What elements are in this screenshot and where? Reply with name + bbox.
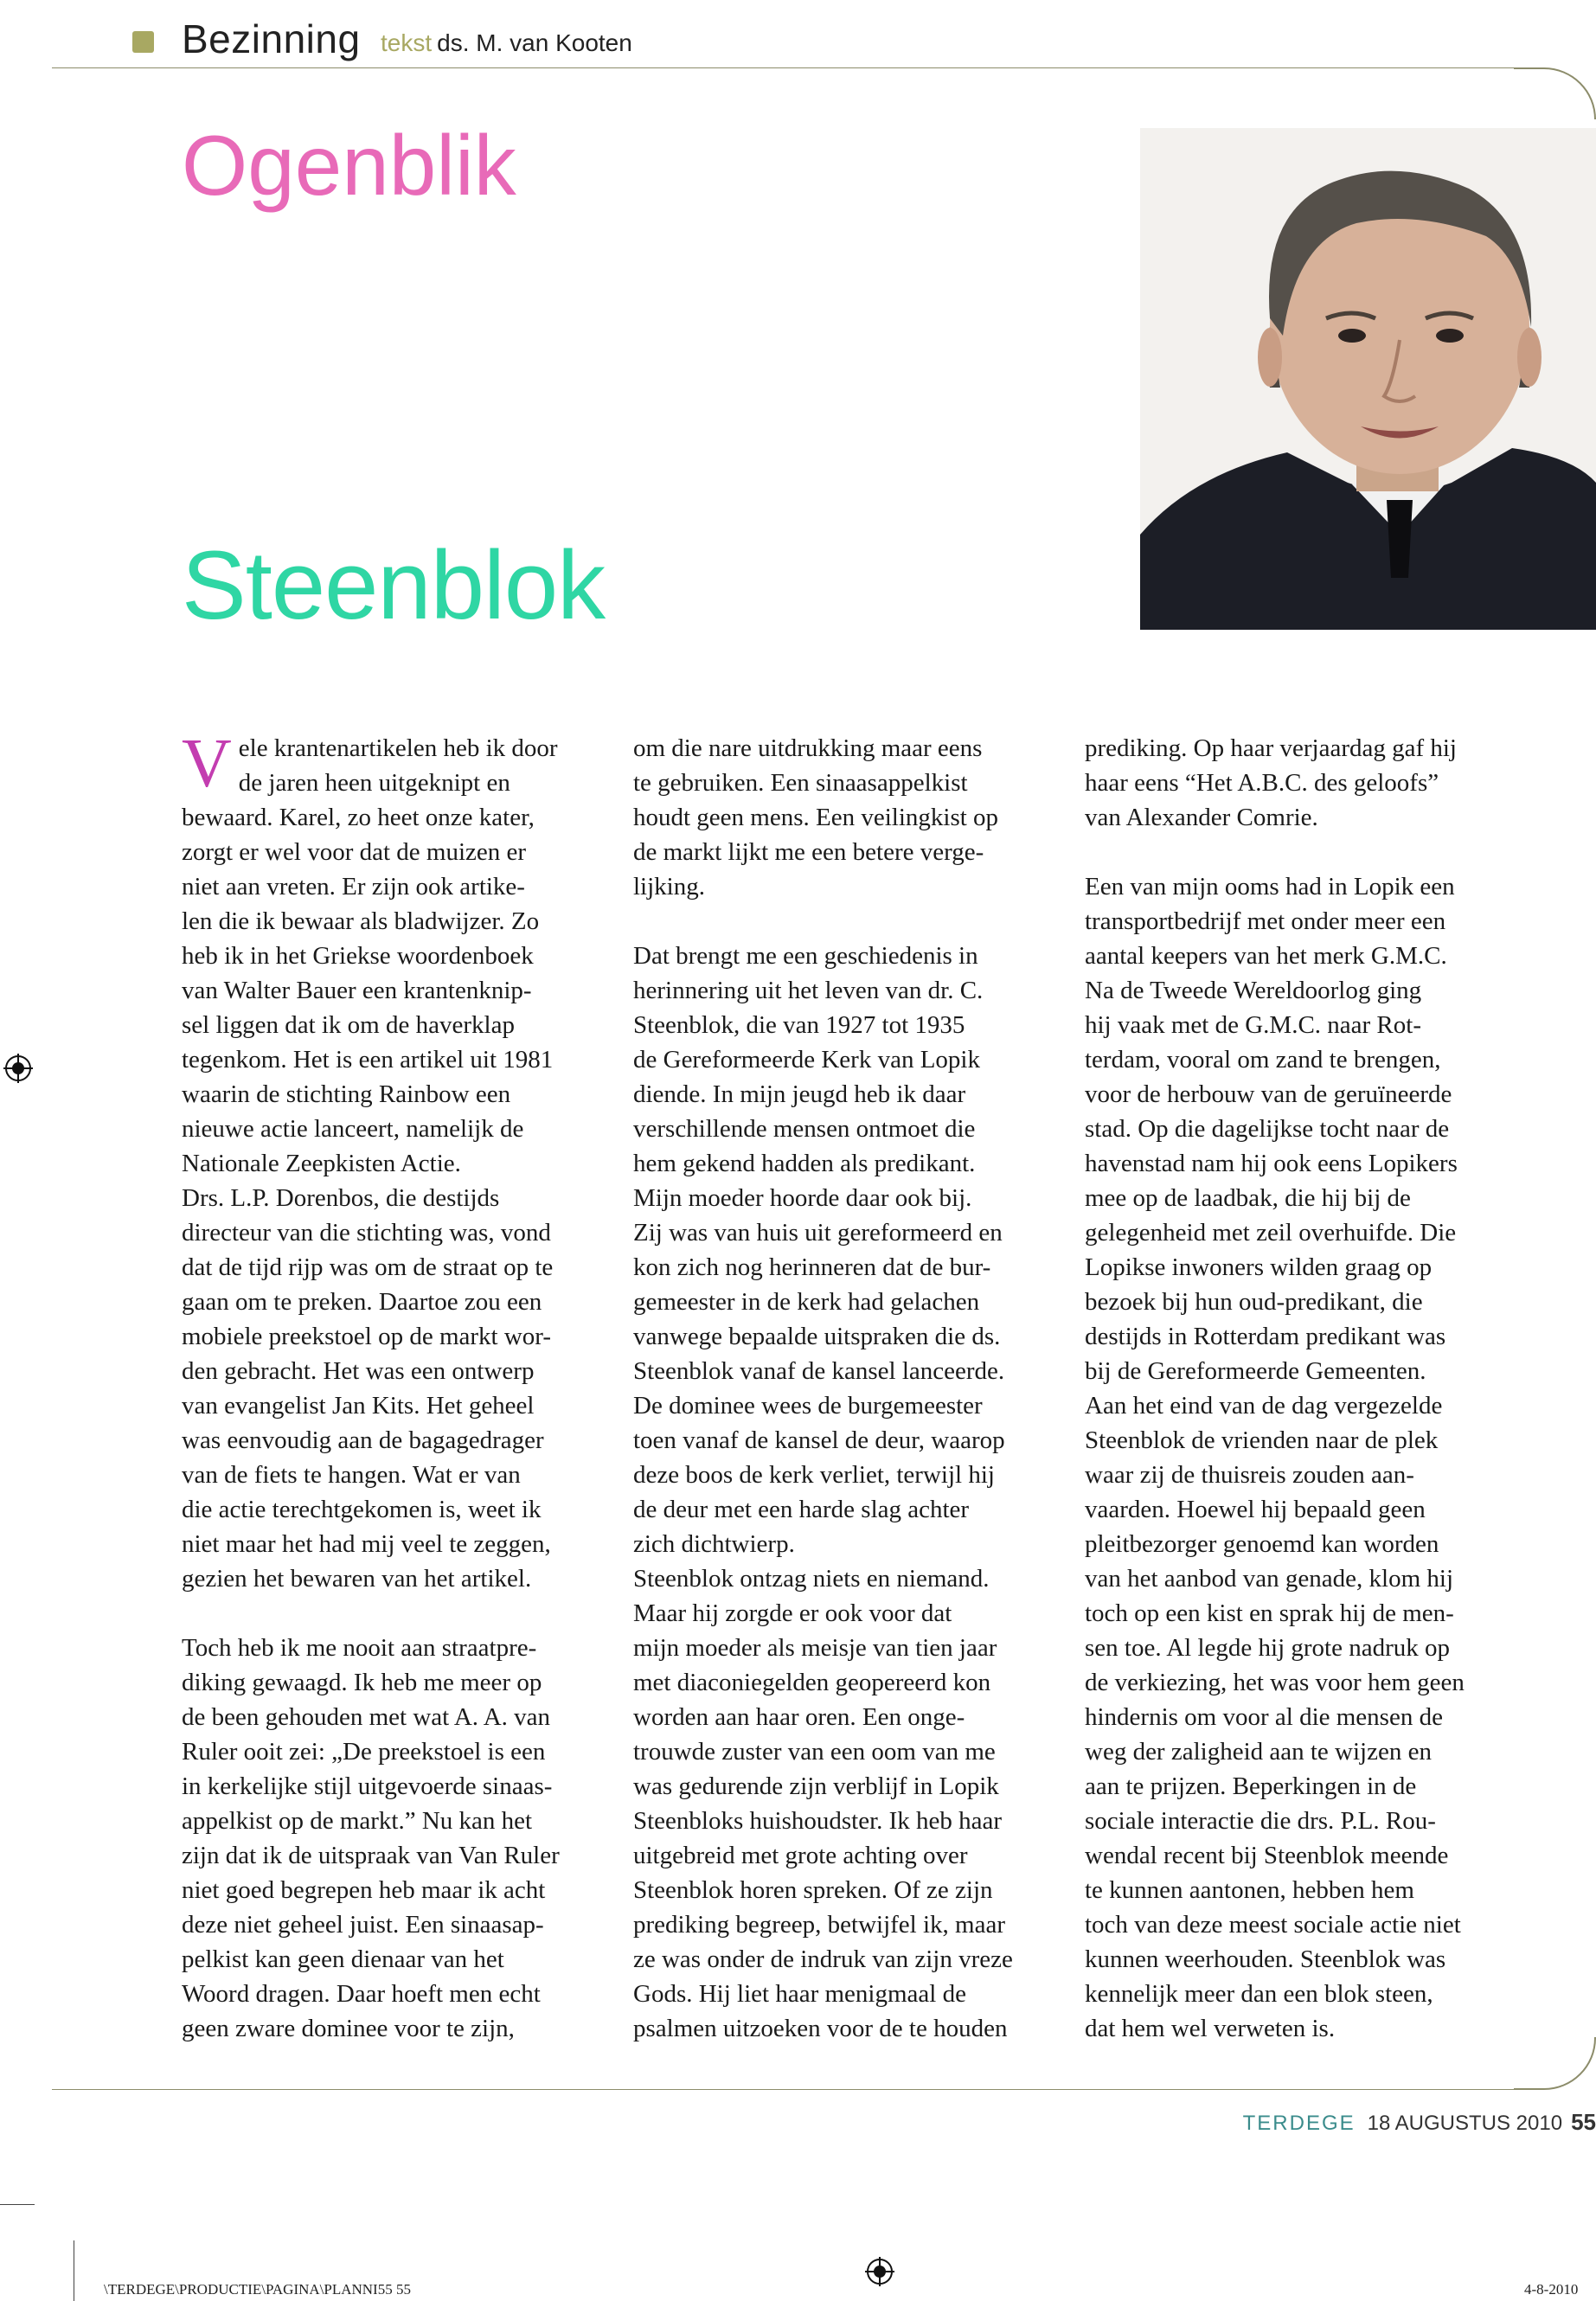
article-line: toen vanaf de kansel de deur, waarop bbox=[633, 1426, 1005, 1454]
article-line: De dominee wees de burgemeester bbox=[633, 1392, 983, 1420]
portrait-illustration bbox=[1140, 128, 1596, 630]
article-line: appelkist op de markt.” Nu kan het bbox=[182, 1807, 533, 1835]
article-line: psalmen uitzoeken voor de te houden bbox=[633, 2015, 1008, 2042]
article-line: van Alexander Comrie. bbox=[1085, 804, 1318, 831]
article-line: Drs. L.P. Dorenbos, die destijds bbox=[182, 1184, 500, 1212]
article-line: uitgebreid met grote achting over bbox=[633, 1842, 968, 1869]
registration-mark-icon bbox=[865, 2257, 894, 2286]
print-slug-date: 4-8-2010 bbox=[1524, 2281, 1579, 2298]
article-line: toch op een kist en sprak hij de men- bbox=[1085, 1599, 1454, 1627]
article-line: sel liggen dat ik om de haverklap bbox=[182, 1011, 515, 1039]
article-line: destijds in Rotterdam predikant was bbox=[1085, 1323, 1446, 1350]
article-line: ze was onder de indruk van zijn vreze bbox=[633, 1945, 1013, 1973]
article-line: houdt geen mens. Een veilingkist op bbox=[633, 804, 999, 831]
article-line: haar eens “Het A.B.C. des geloofs” bbox=[1085, 769, 1439, 797]
article-column-2 bbox=[633, 731, 1061, 2046]
paragraph-gap bbox=[182, 1596, 610, 1631]
article-line: om die nare uitdrukking maar eens bbox=[633, 734, 983, 762]
article-line: met diaconiegelden geopereerd kon bbox=[633, 1669, 991, 1696]
article-line: Woord dragen. Daar hoeft men echt bbox=[182, 1980, 541, 2008]
article-line: wendal recent bij Steenblok meende bbox=[1085, 1842, 1449, 1869]
article-line: niet aan vreten. Er zijn ook artike- bbox=[182, 873, 525, 901]
article-line: Zij was van huis uit gereformeerd en bbox=[633, 1219, 1003, 1247]
article-line: deze niet geheel juist. Een sinaasap- bbox=[182, 1911, 544, 1939]
bottom-rule-curve bbox=[1514, 2037, 1596, 2090]
article-line: Nationale Zeepkisten Actie. bbox=[182, 1150, 461, 1177]
article-line: Gods. Hij liet haar menigmaal de bbox=[633, 1980, 966, 2008]
article-line: waarin de stichting Rainbow een bbox=[182, 1080, 511, 1108]
section-label: Bezinning bbox=[182, 16, 361, 61]
article-line: Maar hij zorgde er ook voor dat bbox=[633, 1599, 952, 1627]
article-line: heb ik in het Griekse woordenboek bbox=[182, 942, 534, 970]
article-line: kunnen weerhouden. Steenblok was bbox=[1085, 1945, 1446, 1973]
article-line: bezoek bij hun oud-predikant, die bbox=[1085, 1288, 1423, 1316]
article-line: hem gekend hadden als predikant. bbox=[633, 1150, 976, 1177]
article-line: toch van deze meest sociale actie niet bbox=[1085, 1911, 1461, 1939]
article-line: directeur van die stichting was, vond bbox=[182, 1219, 551, 1247]
article-line: Ruler ooit zei: „De preekstoel is een bbox=[182, 1738, 546, 1766]
article-line: zorgt er wel voor dat de muizen er bbox=[182, 838, 527, 866]
article-line: Steenbloks huishoudster. Ik heb haar bbox=[633, 1807, 1003, 1835]
top-rule-curve bbox=[1514, 67, 1596, 119]
article-line: van de fiets te hangen. Wat er van bbox=[182, 1461, 521, 1489]
article-line: Een van mijn ooms had in Lopik een bbox=[1085, 873, 1455, 901]
article-line: sen toe. Al legde hij grote nadruk op bbox=[1085, 1634, 1451, 1662]
print-slug-path: \TERDEGE\PRODUCTIE\PAGINA\PLANNI55 55 bbox=[104, 2281, 411, 2298]
article-line: Na de Tweede Wereldoorlog ging bbox=[1085, 977, 1422, 1004]
article-line: voor de herbouw van de geruïneerde bbox=[1085, 1080, 1452, 1108]
byline bbox=[381, 29, 632, 57]
article-line: tegenkom. Het is een artikel uit 1981 bbox=[182, 1046, 554, 1074]
article-line: terdam, vooral om zand te brengen, bbox=[1085, 1046, 1441, 1074]
article-line: den gebracht. Het was een ontwerp bbox=[182, 1357, 535, 1385]
article-line: kennelijk meer dan een blok steen, bbox=[1085, 1980, 1433, 2008]
article-line: de Gereformeerde Kerk van Lopik bbox=[633, 1046, 980, 1074]
article-line: Aan het eind van de dag vergezelde bbox=[1085, 1392, 1443, 1420]
byline-prefix: tekst bbox=[381, 29, 433, 56]
article-line: gaan om te preken. Daartoe zou een bbox=[182, 1288, 542, 1316]
article-line: in kerkelijke stijl uitgevoerde sinaas- bbox=[182, 1772, 553, 1800]
article-line: was eenvoudig aan de bagagedrager bbox=[182, 1426, 544, 1454]
article-line: niet maar het had mij veel te zeggen, bbox=[182, 1530, 551, 1558]
article-line: van Walter Bauer een krantenknip- bbox=[182, 977, 532, 1004]
article-line: hij vaak met de G.M.C. naar Rot- bbox=[1085, 1011, 1421, 1039]
article-line: verschillende mensen ontmoet die bbox=[633, 1115, 976, 1143]
article-line: Mijn moeder hoorde daar ook bij. bbox=[633, 1184, 972, 1212]
issue-date: 18 AUGUSTUS 2010 bbox=[1367, 2112, 1563, 2135]
article-line: Steenblok horen spreken. Of ze zijn bbox=[633, 1876, 993, 1904]
article-line: gemeester in de kerk had gelachen bbox=[633, 1288, 980, 1316]
article-line: ele krantenartikelen heb ik door bbox=[238, 734, 558, 762]
page-folio bbox=[1243, 2109, 1596, 2136]
article-line: transportbedrijf met onder meer een bbox=[1085, 907, 1446, 935]
article-line: weg der zaligheid aan te wijzen en bbox=[1085, 1738, 1432, 1766]
article-column-3 bbox=[1085, 731, 1513, 2046]
article-line: sociale interactie die drs. P.L. Rou- bbox=[1085, 1807, 1436, 1835]
article-line: zich dichtwierp. bbox=[633, 1530, 795, 1558]
article-line: Lopikse inwoners wilden graag op bbox=[1085, 1253, 1433, 1281]
article-line: prediking. Op haar verjaardag gaf hij bbox=[1085, 734, 1457, 762]
page-number: 55 bbox=[1571, 2109, 1596, 2135]
article-line: mijn moeder als meisje van tien jaar bbox=[633, 1634, 997, 1662]
article-line: kon zich nog herinneren dat de bur- bbox=[633, 1253, 991, 1281]
article-line: vaarden. Hoewel hij bepaald geen bbox=[1085, 1496, 1426, 1523]
article-line: waar zij de thuisreis zouden aan- bbox=[1085, 1461, 1414, 1489]
article-line: de jaren heen uitgeknipt en bbox=[238, 769, 510, 797]
article-line: gelegenheid met zeil overhuifde. Die bbox=[1085, 1219, 1457, 1247]
article-line: te kunnen aantonen, hebben hem bbox=[1085, 1876, 1414, 1904]
article-line: lijking. bbox=[633, 873, 705, 901]
article-line: van het aanbod van genade, klom hij bbox=[1085, 1565, 1454, 1593]
paragraph-gap bbox=[1085, 835, 1513, 869]
article-line: de been gehouden met wat A. A. van bbox=[182, 1703, 551, 1731]
article-line: diende. In mijn jeugd heb ik daar bbox=[633, 1080, 966, 1108]
article-line: die actie terechtgekomen is, weet ik bbox=[182, 1496, 542, 1523]
registration-mark-icon bbox=[3, 1054, 33, 1083]
article-line: dat de tijd rijp was om de straat op te bbox=[182, 1253, 554, 1281]
article-line: aantal keepers van het merk G.M.C. bbox=[1085, 942, 1447, 970]
article-line: herinnering uit het leven van dr. C. bbox=[633, 977, 984, 1004]
article-line: stad. Op die dagelijkse tocht naar de bbox=[1085, 1115, 1450, 1143]
section-square-icon bbox=[132, 31, 154, 53]
article-line: worden aan haar oren. Een onge- bbox=[633, 1703, 965, 1731]
column-1-text bbox=[182, 726, 610, 2046]
article-line: Toch heb ik me nooit aan straatpre- bbox=[182, 1634, 537, 1662]
article-line: nieuwe actie lanceert, namelijk de bbox=[182, 1115, 524, 1143]
article-line: van evangelist Jan Kits. Het geheel bbox=[182, 1392, 535, 1420]
article-line: Steenblok, die van 1927 tot 1935 bbox=[633, 1011, 965, 1039]
article-line: Steenblok vanaf de kansel lanceerde. bbox=[633, 1357, 1005, 1385]
top-rule bbox=[52, 67, 1522, 68]
article-line: de verkiezing, het was voor hem geen bbox=[1085, 1669, 1465, 1696]
article-line: Steenblok ontzag niets en niemand. bbox=[633, 1565, 990, 1593]
article-line: diking gewaagd. Ik heb me meer op bbox=[182, 1669, 542, 1696]
article-line: pelkist kan geen dienaar van het bbox=[182, 1945, 504, 1973]
article-line: havenstad nam hij ook eens Lopikers bbox=[1085, 1150, 1458, 1177]
article-line: de markt lijkt me een betere verge- bbox=[633, 838, 984, 866]
article-line: dat hem wel verweten is. bbox=[1085, 2015, 1336, 2042]
article-column-1 bbox=[182, 726, 610, 2046]
article-line: niet goed begrepen heb maar ik acht bbox=[182, 1876, 546, 1904]
drop-cap: V bbox=[182, 726, 232, 802]
bottom-rule bbox=[52, 2089, 1522, 2090]
publication-name: TERDEGE bbox=[1242, 2112, 1356, 2135]
article-line: zijn dat ik de uitspraak van Van Ruler bbox=[182, 1842, 560, 1869]
crop-mark bbox=[0, 2204, 35, 2205]
article-line: Steenblok de vrienden naar de plek bbox=[1085, 1426, 1439, 1454]
article-line: hindernis om voor al die mensen de bbox=[1085, 1703, 1443, 1731]
article-line: vanwege bepaalde uitspraken die ds. bbox=[633, 1323, 1001, 1350]
article-line: was gedurende zijn verblijf in Lopik bbox=[633, 1772, 999, 1800]
column-2-text bbox=[633, 731, 1061, 2046]
article-line: te gebruiken. Een sinaasappelkist bbox=[633, 769, 968, 797]
article-line: mobiele preekstoel op de markt wor- bbox=[182, 1323, 552, 1350]
article-line: pleitbezorger genoemd kan worden bbox=[1085, 1530, 1439, 1558]
article-line: prediking begreep, betwijfel ik, maar bbox=[633, 1911, 1006, 1939]
article-headline: Steenblok bbox=[182, 531, 606, 639]
article-line: aan te prijzen. Beperkingen in de bbox=[1085, 1772, 1417, 1800]
article-line: mee op de laadbak, die hij bij de bbox=[1085, 1184, 1411, 1212]
column-3-text bbox=[1085, 731, 1513, 2046]
byline-author: ds. M. van Kooten bbox=[437, 29, 632, 56]
article-line: len die ik bewaar als bladwijzer. Zo bbox=[182, 907, 540, 935]
article-line: gezien het bewaren van het artikel. bbox=[182, 1565, 532, 1593]
article-line: bewaard. Karel, zo heet onze kater, bbox=[182, 804, 535, 831]
article-line: deze boos de kerk verliet, terwijl hij bbox=[633, 1461, 995, 1489]
author-portrait bbox=[1140, 128, 1596, 630]
article-line: de deur met een harde slag achter bbox=[633, 1496, 970, 1523]
paragraph-gap bbox=[633, 904, 1061, 939]
article-kicker: Ogenblik bbox=[182, 118, 516, 213]
article-line: Dat brengt me een geschiedenis in bbox=[633, 942, 978, 970]
article-line: geen zware dominee voor te zijn, bbox=[182, 2015, 515, 2042]
article-line: trouwde zuster van een oom van me bbox=[633, 1738, 996, 1766]
article-line: bij de Gereformeerde Gemeenten. bbox=[1085, 1357, 1426, 1385]
